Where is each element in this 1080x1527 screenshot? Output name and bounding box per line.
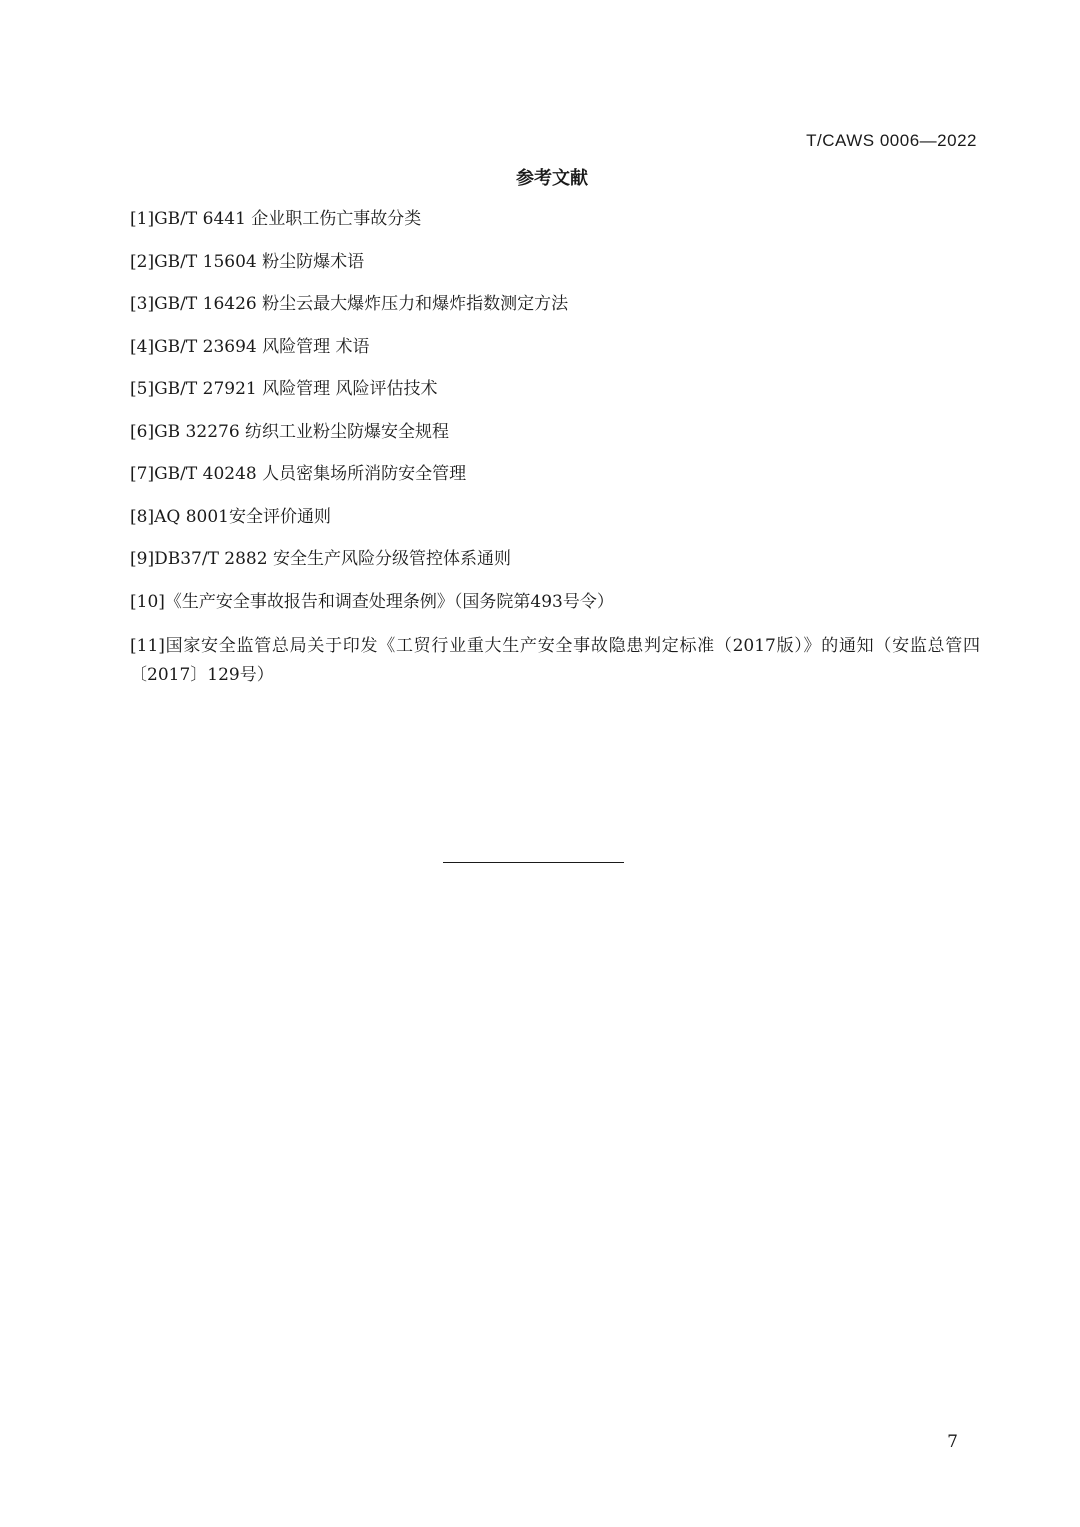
reference-item: [3]GB/T 16426 粉尘云最大爆炸压力和爆炸指数测定方法 — [130, 294, 569, 314]
reference-item: [10]《生产安全事故报告和调查处理条例》（国务院第493号令） — [130, 591, 614, 612]
end-divider — [443, 862, 624, 863]
reference-item: [5]GB/T 27921 风险管理 风险评估技术 — [130, 379, 438, 399]
page-title: 参考文献 — [516, 168, 588, 189]
reference-item: [11]国家安全监管总局关于印发《工贸行业重大生产安全事故隐患判定标准（2017版）》的通知（安监总管四〔2017〕129号） — [130, 636, 980, 685]
reference-item: [6]GB 32276 纺织工业粉尘防爆安全规程 — [130, 421, 450, 442]
reference-item: [2]GB/T 15604 粉尘防爆术语 — [130, 251, 365, 272]
reference-list — [130, 207, 980, 708]
standard-code: T/CAWS 0006—2022 — [806, 131, 977, 150]
reference-item: [7]GB/T 40248 人员密集场所消防安全管理 — [130, 464, 467, 484]
reference-item: [9]DB37/T 2882 安全生产风险分级管控体系通则 — [130, 549, 511, 569]
page-number: 7 — [947, 1432, 958, 1452]
reference-item: [1]GB/T 6441 企业职工伤亡事故分类 — [130, 209, 422, 229]
reference-item: [4]GB/T 23694 风险管理 术语 — [130, 336, 370, 357]
reference-item: [8]AQ 8001安全评价通则 — [130, 506, 331, 527]
